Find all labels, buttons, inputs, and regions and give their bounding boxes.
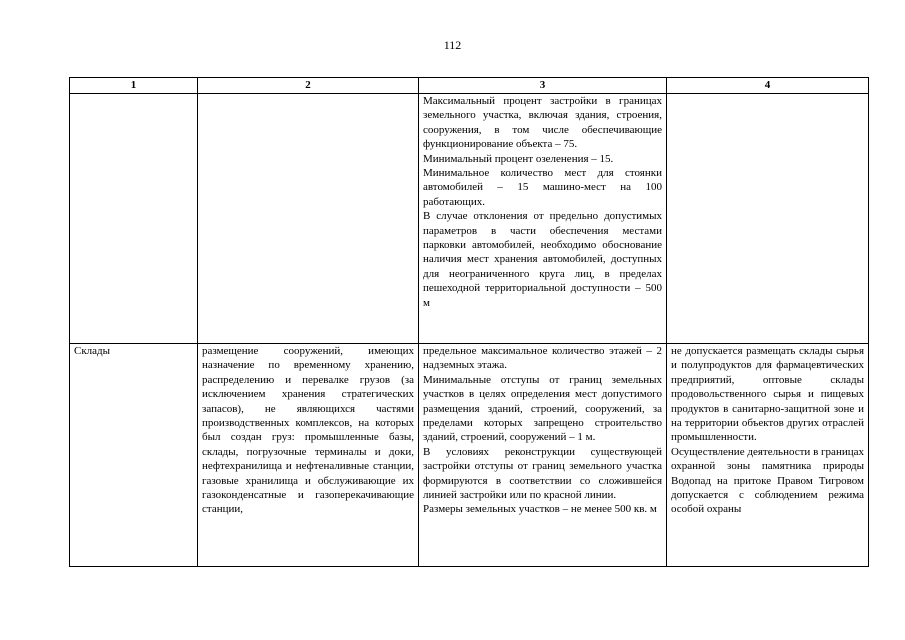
column-header-4: 4	[667, 78, 869, 94]
column-header-1: 1	[70, 78, 198, 94]
use-description-cell: размещение сооружений, имеющих назначение по временному хранению, распределению и перевалке грузов (за исключением хранения стратегических запасов), не являющихся частями производственных комплексов, на которых был создан груз: промышленные базы, склады, погрузочные терминалы и доки, нефтехранилища и нефтеналивные станции, газовые хранилища и обслуживающие их газоконденсатные и газоперекачивающие станции,	[198, 344, 419, 567]
restrictions-cell	[667, 94, 869, 344]
page-number: 112	[443, 38, 462, 52]
table-header-row	[70, 78, 869, 94]
parameters-cell	[419, 94, 667, 344]
parameter-paragraph: Максимальный процент застройки в границах земельного участка, включая здания, строения, сооружения, в том числе обеспечивающие функционирование объекта – 75.	[423, 95, 662, 151]
parameter-paragraph: Минимальный процент озеленения – 15.	[423, 152, 614, 165]
use-description-cell	[198, 94, 419, 344]
use-type-cell	[70, 94, 198, 344]
parameter-paragraph: Минимальное количество мест для стоянки автомобилей – 15 машино-мест на 100 работающих.	[423, 167, 662, 208]
parameter-paragraph: Минимальные отступы от границ земельных участков в целях определения мест допустимого размещения зданий, строений, сооружений, за пределами которых запрещено строительство зданий, строений, сооружений – 1 м.	[423, 373, 662, 444]
use-type-cell: Склады	[70, 344, 198, 567]
parameters-cell	[419, 344, 667, 567]
zoning-table	[69, 77, 869, 567]
restriction-paragraph: Осуществление деятельности в границах охранной зоны памятника природы Водопад на притоке Правом Тигровом допускается с соблюдением режима особой охраны	[671, 445, 864, 516]
parameter-paragraph: предельное максимальное количество этажей – 2 надземных этажа.	[423, 345, 662, 372]
restrictions-cell	[667, 344, 869, 567]
column-header-2: 2	[198, 78, 419, 94]
parameter-paragraph: В условиях реконструкции существующей застройки отступы от границ земельного участка формируются в соответствии со сложившейся линией застройки или по красной линии.	[423, 445, 662, 502]
restriction-paragraph: не допускается размещать склады сырья и полупродуктов для фармацевтических предприятий, оптовые склады продовольственного сырья и пищевых продуктов в санитарно-защитной зоне и на территории объектов других отраслей промышленности.	[671, 345, 864, 444]
table-row	[70, 344, 869, 567]
parameter-paragraph: В случае отклонения от предельно допустимых параметров в части обеспечения местами парковки автомобилей, необходимо обоснование наличия мест хранения автомобилей, доступных для неограниченного круга лиц, в пределах пешеходной территориальной доступности – 500 м	[423, 210, 662, 309]
parameter-paragraph: Размеры земельных участков – не менее 500 кв. м	[423, 503, 657, 516]
column-header-3: 3	[419, 78, 667, 94]
table-row	[70, 94, 869, 344]
